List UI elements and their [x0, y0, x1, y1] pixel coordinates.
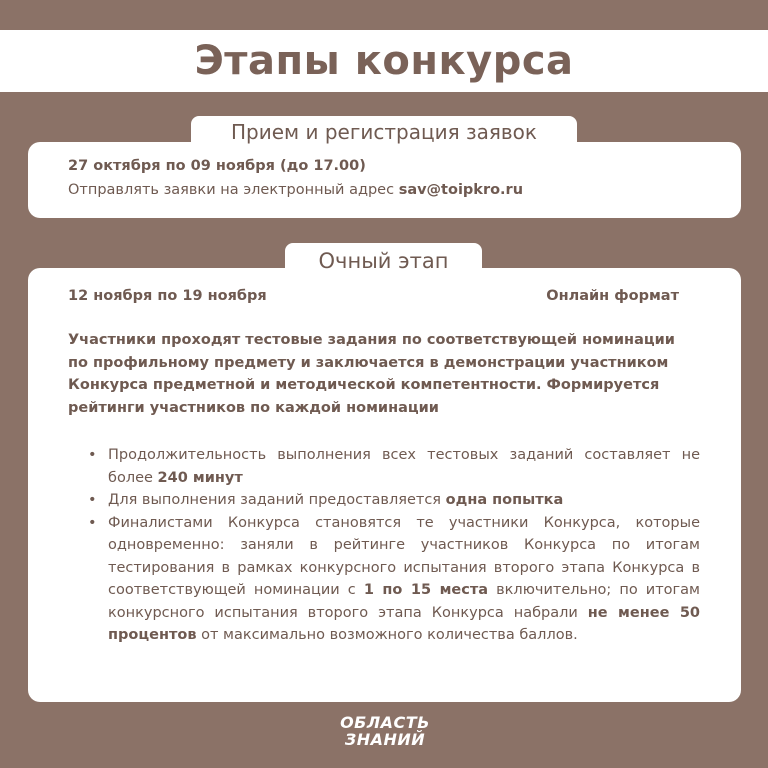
stage1-tab: Прием и регистрация заявок [191, 116, 577, 148]
bullet-bold: не менее 50 процентов [108, 604, 700, 643]
stage2-tab: Очный этап [285, 243, 482, 278]
bullet-finalists [86, 512, 700, 647]
stage1-instruction [68, 182, 523, 198]
stage1-card [28, 142, 741, 218]
bullet-text: Финалистами Конкурса становятся те участники Конкурса, которые одновременно: заняли в рейтинге участников Конкурса по итогам тестирования в рамках конкурсного испытания второго этапа Конкурса в соответствующей номинации с [108, 514, 700, 598]
bullet-bold: одна попытка [445, 492, 564, 508]
stage1-instruction-text: Отправлять заявки на электронный адрес [68, 182, 399, 198]
stage2-bullet-list [86, 444, 700, 647]
brand-logo [330, 714, 440, 748]
stage2-dates: 12 ноября по 19 ноября [68, 288, 267, 304]
bullet-text: Для выполнения заданий предоставляется [108, 492, 446, 508]
logo-line2: ЗНАНИЙ [344, 730, 426, 749]
bullet-text: Продолжительность выполнения всех тестовых заданий составляет не более [108, 447, 700, 486]
title-band [0, 30, 768, 92]
bullet-text: от максимально возможного количества баллов. [196, 627, 578, 643]
stage2-description: Участники проходят тестовые задания по соответствующей номинации по профильному предмету и заключается в демонстрации участником Конкурса предметной и методической компетентности. Формируется рейтинги участников по каждой номинации [68, 332, 675, 416]
stage1-email[interactable]: sav@toipkro.ru [398, 182, 524, 198]
stage2-format: Онлайн формат [546, 288, 679, 304]
bullet-duration [86, 444, 700, 489]
bullet-bold: 240 минут [157, 469, 243, 486]
stage1-dates: 27 октября по 09 ноября (до 17.00) [68, 158, 366, 174]
bullet-text: включительно; по итогам конкурсного испытания второго этапа Конкурса набрали [108, 582, 700, 621]
logo-line1: ОБЛАСТЬ [340, 713, 430, 732]
page-title: Этапы конкурса [194, 38, 574, 84]
bullet-bold: 1 по 15 места [363, 582, 489, 598]
bullet-attempts [86, 489, 700, 512]
stage2-card [28, 268, 741, 702]
